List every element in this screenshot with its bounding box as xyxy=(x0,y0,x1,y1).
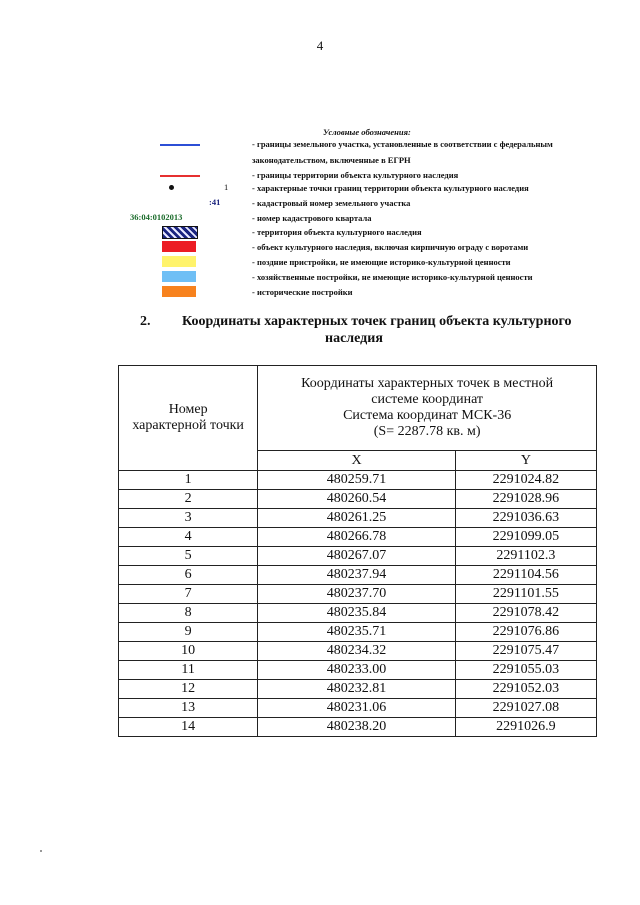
x-value: 480237.94 xyxy=(258,566,456,585)
point-number: 10 xyxy=(119,642,258,661)
x-value: 480235.84 xyxy=(258,604,456,623)
legend-item-heritage-object xyxy=(0,241,640,255)
table-row xyxy=(119,490,597,509)
y-header: Y xyxy=(455,451,596,471)
y-value: 2291078.42 xyxy=(455,604,596,623)
x-value: 480261.25 xyxy=(258,509,456,528)
table-row xyxy=(119,471,597,490)
legend-text: - границы территории объекта культурного наследия xyxy=(252,170,459,180)
y-value: 2291099.05 xyxy=(455,528,596,547)
coordinates-table xyxy=(118,365,597,737)
point-number: 4 xyxy=(119,528,258,547)
legend-text: законодательством, включенные в ЕГРН xyxy=(252,155,411,165)
legend-item-cadastral-number xyxy=(0,197,640,211)
point-number: 3 xyxy=(119,509,258,528)
yellow-swatch-icon xyxy=(162,256,196,267)
legend-item-heritage-territory xyxy=(0,226,640,240)
red-line-icon xyxy=(160,175,200,177)
legend-text: - кадастровый номер земельного участка xyxy=(252,198,411,208)
legend-item-cadastral-quarter xyxy=(0,212,640,226)
legend-item-late-extensions xyxy=(0,256,640,270)
legend-item-land-boundary xyxy=(0,138,640,152)
legend-title: Условные обозначения: xyxy=(323,127,411,137)
y-value: 2291104.56 xyxy=(455,566,596,585)
legend-item-outbuildings xyxy=(0,271,640,285)
legend-item-heritage-boundary xyxy=(0,169,640,183)
y-value: 2291075.47 xyxy=(455,642,596,661)
x-value: 480259.71 xyxy=(258,471,456,490)
y-value: 2291036.63 xyxy=(455,509,596,528)
blue-line-icon xyxy=(160,144,200,146)
point-number: 13 xyxy=(119,699,258,718)
point-number: 1 xyxy=(119,471,258,490)
cadastral-number-label: :41 xyxy=(209,197,221,207)
legend-item-historic-buildings xyxy=(0,286,640,300)
x-value: 480238.20 xyxy=(258,718,456,737)
y-value: 2291076.86 xyxy=(455,623,596,642)
table-row xyxy=(119,509,597,528)
x-value: 480266.78 xyxy=(258,528,456,547)
page-number: 4 xyxy=(316,38,324,53)
table-row xyxy=(119,528,597,547)
table-row xyxy=(119,718,597,737)
table-row xyxy=(119,699,597,718)
legend-text: - характерные точки границ территории объекта культурного наследия xyxy=(252,183,529,193)
y-value: 2291102.3 xyxy=(455,547,596,566)
legend-item-land-boundary-cont xyxy=(0,154,640,168)
point-icon xyxy=(169,185,174,190)
table-row xyxy=(119,623,597,642)
legend-item-points xyxy=(0,182,640,196)
scan-speck xyxy=(40,850,42,852)
x-value: 480237.70 xyxy=(258,585,456,604)
red-swatch-icon xyxy=(162,241,196,252)
section-title: Координаты характерных точек границ объекта культурного xyxy=(182,314,572,329)
table-row xyxy=(119,566,597,585)
x-header: X xyxy=(258,451,456,471)
point-number: 6 xyxy=(119,566,258,585)
point-number: 8 xyxy=(119,604,258,623)
y-value: 2291028.96 xyxy=(455,490,596,509)
section-number: 2. xyxy=(140,314,151,329)
x-value: 480235.71 xyxy=(258,623,456,642)
header-line: (S= 2287.78 кв. м) xyxy=(373,424,481,439)
point-number: 14 xyxy=(119,718,258,737)
header-line: системе координат xyxy=(371,392,484,407)
coordinates-header xyxy=(258,366,597,451)
x-value: 480234.32 xyxy=(258,642,456,661)
point-number: 12 xyxy=(119,680,258,699)
y-value: 2291024.82 xyxy=(455,471,596,490)
section-title-cont: наследия xyxy=(325,331,383,346)
table-row xyxy=(119,680,597,699)
legend-text: - номер кадастрового квартала xyxy=(252,213,372,223)
blue-swatch-icon xyxy=(162,271,196,282)
y-value: 2291101.55 xyxy=(455,585,596,604)
legend-text: - объект культурного наследия, включая кирпичную ограду с воротами xyxy=(252,242,529,252)
table-row xyxy=(119,547,597,566)
y-value: 2291027.08 xyxy=(455,699,596,718)
legend-text: - границы земельного участка, установленные в соответствии с федеральным xyxy=(252,139,553,149)
point-number: 2 xyxy=(119,490,258,509)
header-line: характерной точки xyxy=(132,418,244,433)
table-row xyxy=(119,604,597,623)
point-number: 9 xyxy=(119,623,258,642)
point-number: 7 xyxy=(119,585,258,604)
point-number: 5 xyxy=(119,547,258,566)
hatch-swatch-icon xyxy=(162,226,198,239)
legend-text: - исторические постройки xyxy=(252,287,353,297)
cadastral-quarter-label: 36:04:0102013 xyxy=(130,212,183,222)
x-value: 480260.54 xyxy=(258,490,456,509)
x-value: 480267.07 xyxy=(258,547,456,566)
legend-text: - территория объекта культурного наследия xyxy=(252,227,422,237)
x-value: 480231.06 xyxy=(258,699,456,718)
point-label: 1 xyxy=(224,182,229,192)
table-row xyxy=(119,661,597,680)
table-row xyxy=(119,642,597,661)
x-value: 480233.00 xyxy=(258,661,456,680)
header-line: Номер xyxy=(168,402,208,417)
table-row xyxy=(119,585,597,604)
orange-swatch-icon xyxy=(162,286,196,297)
header-line: Координаты характерных точек в местной xyxy=(301,376,554,391)
y-value: 2291055.03 xyxy=(455,661,596,680)
header-line: Система координат МСК-36 xyxy=(343,408,512,423)
x-value: 480232.81 xyxy=(258,680,456,699)
legend-text: - хозяйственные постройки, не имеющие историко-культурной ценности xyxy=(252,272,533,282)
point-number-header xyxy=(119,366,258,471)
y-value: 2291026.9 xyxy=(455,718,596,737)
point-number: 11 xyxy=(119,661,258,680)
y-value: 2291052.03 xyxy=(455,680,596,699)
legend-text: - поздние пристройки, не имеющие историко-культурной ценности xyxy=(252,257,511,267)
